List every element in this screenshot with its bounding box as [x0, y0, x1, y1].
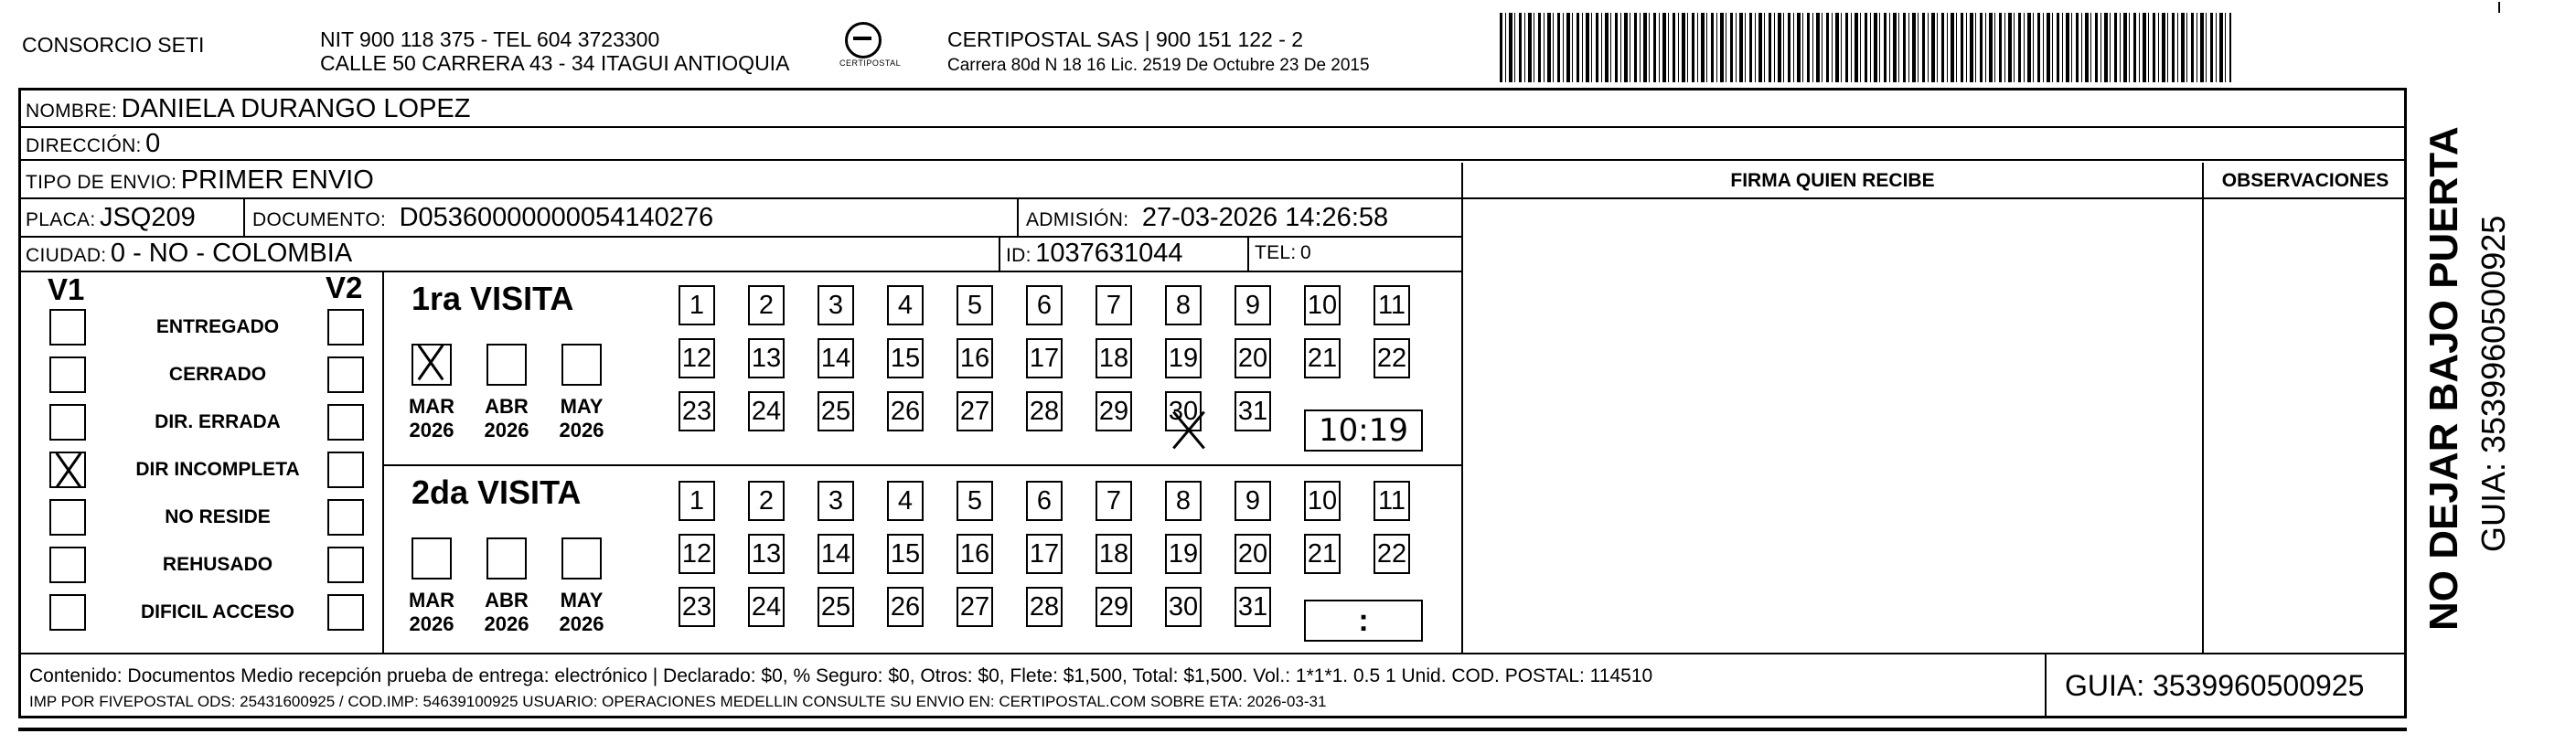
day-box[interactable]: 11 — [1374, 481, 1410, 521]
day-box[interactable]: 7 — [1096, 481, 1132, 521]
logo-icon — [845, 22, 882, 58]
observations-area[interactable] — [2204, 199, 2405, 651]
direccion-row — [26, 128, 160, 164]
side-guia: GUIA: 3539960500925 — [2474, 215, 2512, 552]
admision-value: 27-03-2026 14:26:58 — [1141, 203, 1389, 232]
v2-checkbox[interactable] — [327, 309, 364, 346]
month-label: ABR — [485, 395, 529, 418]
day-box[interactable]: 22 — [1374, 534, 1410, 574]
day-box[interactable]: 8 — [1165, 285, 1202, 325]
day-box[interactable]: 5 — [957, 481, 993, 521]
month-label: ABR — [485, 589, 529, 611]
month-checkbox[interactable] — [561, 344, 602, 386]
year-label: 2026 — [484, 612, 529, 635]
v1-checkbox[interactable] — [49, 452, 86, 488]
signature-area[interactable] — [1463, 199, 2200, 651]
status-label: CERRADO — [168, 364, 267, 385]
day-box[interactable]: 21 — [1304, 534, 1341, 574]
nombre-label: NOMBRE: — [26, 101, 118, 122]
day-box[interactable]: 12 — [679, 338, 715, 378]
status-label: DIFICIL ACCESO — [140, 601, 294, 622]
tel-label: TEL: — [1255, 242, 1297, 263]
nombre-value: DANIELA DURANGO LOPEZ — [121, 94, 471, 123]
month-checkbox[interactable] — [486, 537, 527, 580]
ciudad-value: 0 - NO - COLOMBIA — [110, 239, 353, 268]
day-box[interactable]: 4 — [887, 285, 924, 325]
tipo-envio-value: PRIMER ENVIO — [180, 165, 374, 195]
day-box[interactable]: 21 — [1304, 338, 1341, 378]
status-label: DIR. ERRADA — [155, 411, 281, 432]
day-box[interactable]: 23 — [679, 391, 715, 431]
placa-value: JSQ209 — [99, 203, 196, 232]
month-label: MAR — [408, 589, 455, 611]
documento-label: DOCUMENTO: — [252, 209, 387, 230]
day-box[interactable]: 10 — [1304, 481, 1341, 521]
day-box[interactable]: 15 — [887, 534, 924, 574]
placa-label: PLACA: — [26, 209, 96, 230]
bottom-rule — [18, 728, 2407, 731]
day-box[interactable]: 6 — [1026, 285, 1063, 325]
visit2-time[interactable]: : — [1304, 600, 1423, 642]
day-box[interactable]: 29 — [1096, 587, 1132, 627]
day-box[interactable]: 2 — [748, 285, 785, 325]
day-box[interactable]: 5 — [957, 285, 993, 325]
status-label: DIR INCOMPLETA — [135, 459, 300, 480]
day-box[interactable]: 3 — [818, 481, 854, 521]
day-box[interactable]: 24 — [748, 587, 785, 627]
v1-checkbox[interactable] — [49, 309, 86, 346]
day-box[interactable]: 10 — [1304, 285, 1341, 325]
month-label: MAY — [560, 589, 604, 611]
day-box[interactable]: 27 — [957, 391, 993, 431]
day-box[interactable]: 15 — [887, 338, 924, 378]
day-box[interactable]: 3 — [818, 285, 854, 325]
tipo-envio-label: TIPO DE ENVIO: — [26, 172, 177, 193]
day-box[interactable]: 26 — [887, 587, 924, 627]
day-box[interactable]: 18 — [1096, 534, 1132, 574]
nombre-row — [26, 93, 471, 129]
edge-mark — [2498, 2, 2500, 13]
direccion-value: 0 — [145, 129, 161, 158]
day-box[interactable]: 14 — [818, 338, 854, 378]
status-label: REHUSADO — [162, 554, 273, 575]
year-label: 2026 — [409, 419, 454, 441]
day-box[interactable]: 14 — [818, 534, 854, 574]
day-box[interactable]: 17 — [1026, 338, 1063, 378]
ciudad-cell — [26, 238, 352, 273]
visit2-title: 2da VISITA — [412, 473, 582, 511]
day-30-crossed-mark — [1167, 408, 1209, 455]
v1-header: V1 — [48, 272, 85, 306]
nit-line: NIT 900 118 375 - TEL 604 3723300 — [320, 27, 660, 51]
v1-checkbox[interactable] — [49, 547, 86, 583]
day-box[interactable]: 29 — [1096, 391, 1132, 431]
v2-header: V2 — [326, 271, 363, 304]
admision-cell — [1026, 202, 1388, 238]
id-cell — [1006, 238, 1183, 273]
certi-line1: CERTIPOSTAL SAS | 900 151 122 - 2 — [947, 27, 1304, 51]
address-line: CALLE 50 CARRERA 43 - 34 ITAGUI ANTIOQUIA — [320, 51, 790, 75]
day-box[interactable]: 25 — [818, 587, 854, 627]
month-label: MAY — [560, 395, 604, 418]
side-notice: NO DEJAR BAJO PUERTA — [2421, 126, 2466, 631]
tipo-envio-row — [26, 165, 374, 200]
tel-value: 0 — [1300, 242, 1311, 263]
day-box[interactable]: 20 — [1235, 338, 1271, 378]
month-checkbox[interactable] — [412, 344, 452, 386]
day-box[interactable]: 9 — [1235, 285, 1271, 325]
footer-content-line: Contenido: Documentos Medio recepción prueba de entrega: electrónico | Declarado: $0, % Seguro: $0, Otros: $0, Flete: $1,500, Total: $1,500. Vol.: 1*1*1. 0.5 1 Unid. COD. POSTAL: 114510 — [29, 665, 1653, 686]
barcode — [1500, 13, 2231, 82]
placa-cell — [26, 202, 196, 238]
year-label: 2026 — [559, 419, 604, 441]
year-label: 2026 — [484, 419, 529, 441]
month-checkbox[interactable] — [561, 537, 602, 580]
day-box[interactable]: 7 — [1096, 285, 1132, 325]
v2-checkbox[interactable] — [327, 499, 364, 536]
v1-checkbox[interactable] — [49, 404, 86, 441]
day-box[interactable]: 12 — [679, 534, 715, 574]
year-label: 2026 — [409, 612, 454, 635]
day-box[interactable]: 13 — [748, 338, 785, 378]
day-box[interactable]: 6 — [1026, 481, 1063, 521]
day-box[interactable]: 18 — [1096, 338, 1132, 378]
v2-checkbox[interactable] — [327, 404, 364, 441]
day-box[interactable]: 17 — [1026, 534, 1063, 574]
day-box[interactable]: 28 — [1026, 391, 1063, 431]
day-box[interactable]: 16 — [957, 534, 993, 574]
day-box[interactable]: 26 — [887, 391, 924, 431]
tel-cell — [1255, 238, 1311, 271]
documento-cell — [252, 202, 713, 238]
day-box[interactable]: 23 — [679, 587, 715, 627]
id-value: 1037631044 — [1035, 239, 1183, 268]
day-box[interactable]: 27 — [957, 587, 993, 627]
day-box[interactable]: 8 — [1165, 481, 1202, 521]
v2-checkbox[interactable] — [327, 547, 364, 583]
certipostal-logo: CERTIPOSTAL — [839, 22, 887, 77]
footer-guia: GUIA: 3539960500925 — [2065, 669, 2365, 702]
v2-checkbox[interactable] — [327, 356, 364, 393]
day-box[interactable]: 22 — [1374, 338, 1410, 378]
day-box[interactable]: 13 — [748, 534, 785, 574]
status-label: NO RESIDE — [165, 506, 271, 527]
day-box[interactable]: 24 — [748, 391, 785, 431]
footer-imp-line: IMP POR FIVEPOSTAL ODS: 25431600925 / COD.IMP: 54639100925 USUARIO: OPERACIONES MEDELLIN CONSULTE SU ENVIO EN: CERTIPOSTAL.COM SOBRE ETA: 2026-03-31 — [29, 693, 1327, 710]
day-box[interactable]: 2 — [748, 481, 785, 521]
direccion-label: DIRECCIÓN: — [26, 135, 142, 156]
status-label: ENTREGADO — [155, 316, 280, 337]
visit1-time[interactable]: 10:19 — [1304, 409, 1423, 452]
admision-label: ADMISIÓN: — [1026, 209, 1129, 230]
v2-checkbox[interactable] — [327, 452, 364, 488]
day-box[interactable]: 20 — [1235, 534, 1271, 574]
documento-value: D05360000000054140276 — [399, 203, 714, 232]
year-label: 2026 — [559, 612, 604, 635]
day-box[interactable]: 30 — [1165, 587, 1202, 627]
day-box[interactable]: 31 — [1235, 587, 1271, 627]
day-box[interactable]: 1 — [679, 481, 715, 521]
day-box[interactable]: 1 — [679, 285, 715, 325]
day-box[interactable]: 31 — [1235, 391, 1271, 431]
day-box[interactable]: 25 — [818, 391, 854, 431]
v1-checkbox[interactable] — [49, 499, 86, 536]
day-box[interactable]: 11 — [1374, 285, 1410, 325]
id-label: ID: — [1006, 245, 1031, 266]
day-box[interactable]: 28 — [1026, 587, 1063, 627]
day-box[interactable]: 4 — [887, 481, 924, 521]
v1-checkbox[interactable] — [49, 356, 86, 393]
day-box[interactable]: 19 — [1165, 534, 1202, 574]
day-box[interactable]: 19 — [1165, 338, 1202, 378]
ciudad-label: CIUDAD: — [26, 245, 107, 266]
day-box[interactable]: 9 — [1235, 481, 1271, 521]
certi-line2: Carrera 80d N 18 16 Lic. 2519 De Octubre 23 De 2015 — [947, 56, 1370, 75]
company-name: CONSORCIO SETI — [22, 33, 205, 57]
v1-checkbox[interactable] — [49, 594, 86, 631]
day-box[interactable]: 30 — [1165, 391, 1202, 431]
observaciones-header: OBSERVACIONES — [2221, 170, 2389, 191]
day-box[interactable]: 16 — [957, 338, 993, 378]
month-label: MAR — [408, 395, 455, 418]
visit1-title: 1ra VISITA — [412, 280, 574, 317]
month-checkbox[interactable] — [412, 537, 452, 580]
firma-header: FIRMA QUIEN RECIBE — [1730, 170, 1935, 191]
v2-checkbox[interactable] — [327, 594, 364, 631]
month-checkbox[interactable] — [486, 344, 527, 386]
